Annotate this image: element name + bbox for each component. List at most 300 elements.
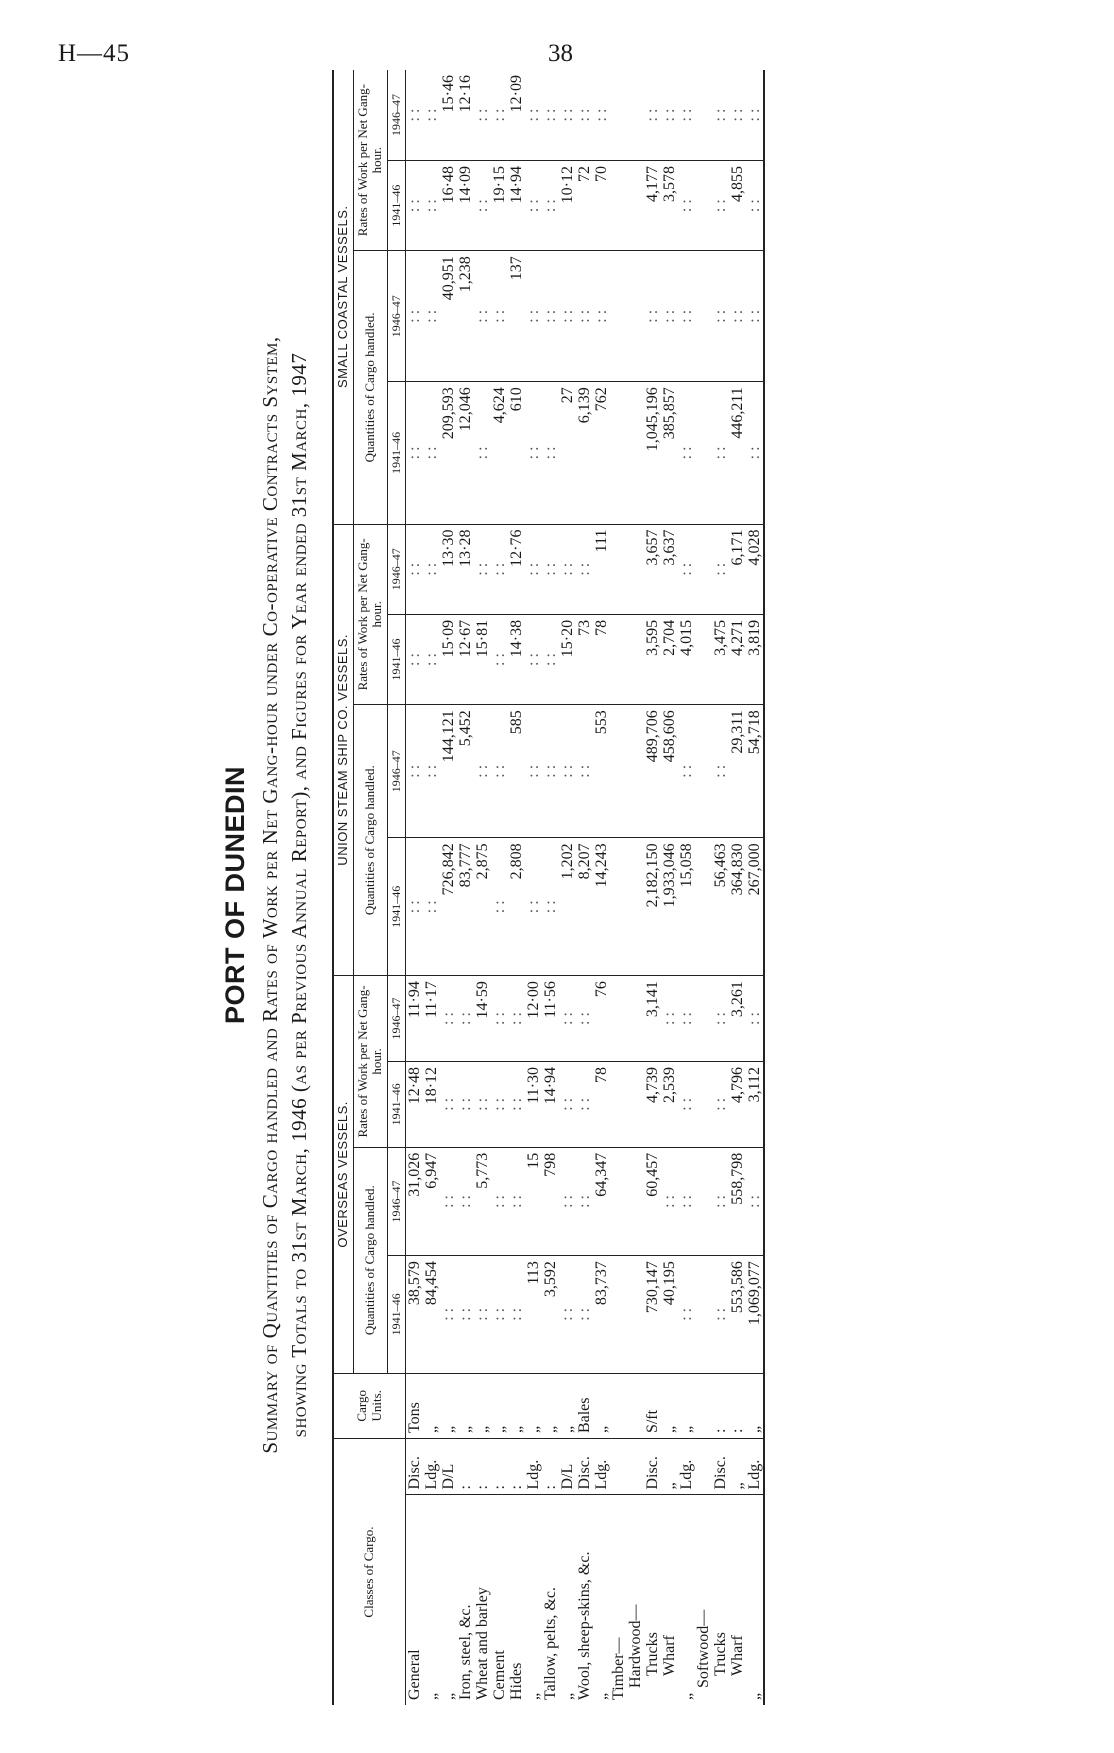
rate-cell: : :	[678, 70, 695, 160]
cargo-unit-cell: Tons	[406, 1373, 424, 1438]
quantity-cell	[695, 705, 712, 838]
quantity-cell: 558,798	[729, 1147, 746, 1255]
quantity-cell: 15	[525, 1147, 542, 1255]
rate-cell: 70	[593, 160, 610, 250]
rate-cell: : :	[457, 976, 474, 1062]
rate-cell: : :	[746, 70, 764, 160]
quantity-cell: : :	[440, 1147, 457, 1255]
rate-cell: 4,028	[746, 524, 764, 614]
header-classes-of-cargo: Classes of Cargo.	[333, 1439, 406, 1705]
header-quantities: Quantities of Cargo handled.	[353, 251, 387, 524]
operation-cell	[695, 1439, 712, 1495]
quantity-cell	[627, 705, 644, 838]
quantity-cell: 83,737	[593, 1256, 610, 1373]
rate-cell	[627, 70, 644, 160]
rate-cell: : :	[406, 70, 424, 160]
summary-title-line-2: showing Totals to 31st March, 1946 (as per Previous Annual Report), and Figures for Year ended 31st March, 1947	[287, 352, 312, 1438]
cargo-class-cell: Tallow, pelts, &c.	[542, 1495, 559, 1705]
quantity-cell	[610, 1256, 627, 1373]
rate-cell: : :	[525, 70, 542, 160]
quantity-cell: : :	[508, 1147, 525, 1255]
table-row	[746, 70, 764, 1705]
rate-cell: : :	[712, 70, 729, 160]
rate-cell: 3,475	[712, 614, 729, 704]
rate-cell: 3,578	[661, 160, 678, 250]
table-row	[593, 70, 610, 1705]
cargo-unit-cell: :	[729, 1373, 746, 1438]
rate-cell: : :	[559, 1061, 576, 1147]
rate-cell: : :	[542, 524, 559, 614]
quantity-cell: 553	[593, 705, 610, 838]
cargo-class-cell: „	[525, 1495, 542, 1705]
rate-cell: 2,539	[661, 1061, 678, 1147]
quantity-cell: 56,463	[712, 838, 729, 976]
quantity-cell: : :	[678, 382, 695, 524]
quantity-cell	[610, 382, 627, 524]
rate-cell: : :	[525, 524, 542, 614]
quantity-cell: 27	[559, 382, 576, 524]
rate-cell: : :	[440, 1061, 457, 1147]
cargo-class-cell: „	[423, 1495, 440, 1705]
quantity-cell: 60,457	[644, 1147, 661, 1255]
cargo-unit-cell: „	[593, 1373, 610, 1438]
quantity-cell: 585	[508, 705, 525, 838]
rate-cell: : :	[423, 160, 440, 250]
rate-cell	[695, 614, 712, 704]
rate-cell	[695, 160, 712, 250]
rate-cell	[695, 70, 712, 160]
quantity-cell: 364,830	[729, 838, 746, 976]
quantity-cell: : :	[491, 838, 508, 976]
cargo-class-cell: Trucks	[644, 1495, 661, 1705]
quantity-cell: : :	[559, 1256, 576, 1373]
quantity-cell: : :	[712, 382, 729, 524]
rate-cell: : :	[406, 614, 424, 704]
rate-cell: 72	[576, 160, 593, 250]
quantity-cell: : :	[576, 251, 593, 382]
quantity-cell: : :	[542, 382, 559, 524]
operation-cell: Ldg.	[746, 1439, 764, 1495]
rate-cell	[610, 160, 627, 250]
quantity-cell: 726,842	[440, 838, 457, 976]
quantity-cell: : :	[491, 1147, 508, 1255]
cargo-class-cell: „	[559, 1495, 576, 1705]
table-row	[729, 70, 746, 1705]
quantity-cell: 12,046	[457, 382, 474, 524]
quantity-cell: : :	[542, 705, 559, 838]
rate-cell	[627, 1061, 644, 1147]
rate-cell: 78	[593, 614, 610, 704]
table-row	[661, 70, 678, 1705]
quantity-cell	[627, 382, 644, 524]
operation-cell: :	[474, 1439, 491, 1495]
rate-cell: : :	[678, 1061, 695, 1147]
rate-cell: : :	[491, 614, 508, 704]
header-rates: Rates of Work per Net Gang-hour.	[353, 524, 387, 705]
rate-cell: 15·20	[559, 614, 576, 704]
rate-cell: : :	[746, 160, 764, 250]
rate-cell: 11·30	[525, 1061, 542, 1147]
rate-cell: 13·30	[440, 524, 457, 614]
quantity-cell: 2,808	[508, 838, 525, 976]
cargo-class-cell: Wharf	[661, 1495, 678, 1705]
operation-cell: Disc.	[644, 1439, 661, 1495]
rate-cell: 10·12	[559, 160, 576, 250]
rate-cell: : :	[406, 524, 424, 614]
quantity-cell: 6,139	[576, 382, 593, 524]
quantity-cell: : :	[474, 705, 491, 838]
cargo-unit-cell: „	[457, 1373, 474, 1438]
quantity-cell	[627, 838, 644, 976]
operation-cell: Ldg.	[423, 1439, 440, 1495]
cargo-unit-cell	[610, 1373, 627, 1438]
table-row	[610, 70, 627, 1705]
cargo-class-cell: Wharf	[729, 1495, 746, 1705]
operation-cell: D/L	[559, 1439, 576, 1495]
rate-cell: 4,271	[729, 614, 746, 704]
quantity-cell: 31,026	[406, 1147, 424, 1255]
quantity-cell: 29,311	[729, 705, 746, 838]
cargo-class-cell: General	[406, 1495, 424, 1705]
quantity-cell: : :	[457, 1256, 474, 1373]
table-row	[440, 70, 457, 1705]
quantity-cell	[627, 251, 644, 382]
header-small-coastal-vessels: SMALL COASTAL VESSELS.	[333, 70, 353, 524]
quantity-cell: 1,238	[457, 251, 474, 382]
quantity-cell: 1,045,196	[644, 382, 661, 524]
operation-cell	[610, 1439, 627, 1495]
rate-cell: : :	[712, 160, 729, 250]
rate-cell: 76	[593, 976, 610, 1062]
cargo-class-cell: „	[593, 1495, 610, 1705]
cargo-unit-cell: „	[423, 1373, 440, 1438]
rate-cell: : :	[661, 976, 678, 1062]
quantity-cell: 730,147	[644, 1256, 661, 1373]
rate-cell: : :	[559, 524, 576, 614]
quantity-cell: 5,773	[474, 1147, 491, 1255]
rate-cell: : :	[678, 976, 695, 1062]
quantity-cell: 267,000	[746, 838, 764, 976]
rate-cell: 3,141	[644, 976, 661, 1062]
rate-cell: : :	[508, 976, 525, 1062]
rate-cell: 14·09	[457, 160, 474, 250]
operation-cell	[627, 1439, 644, 1495]
rate-cell	[627, 524, 644, 614]
cargo-class-cell: Softwood—	[695, 1495, 712, 1705]
quantity-cell: : :	[559, 1147, 576, 1255]
rate-cell: 3,819	[746, 614, 764, 704]
cargo-unit-cell: „	[491, 1373, 508, 1438]
header-year-1941-46: 1941–46	[387, 160, 405, 250]
quantity-cell: 40,951	[440, 251, 457, 382]
operation-cell: Ldg.	[525, 1439, 542, 1495]
cargo-unit-cell: „	[474, 1373, 491, 1438]
quantity-cell: 1,202	[559, 838, 576, 976]
rate-cell: 4,177	[644, 160, 661, 250]
rate-cell: : :	[576, 70, 593, 160]
quantity-cell: : :	[474, 382, 491, 524]
header-rates: Rates of Work per Net Gang-hour.	[353, 976, 387, 1148]
rate-cell: 16·48	[440, 160, 457, 250]
cargo-class-cell: „	[678, 1495, 695, 1705]
quantity-cell: 15,058	[678, 838, 695, 976]
header-year-1941-46: 1941–46	[387, 838, 405, 976]
rate-cell	[627, 614, 644, 704]
rate-cell: : :	[525, 160, 542, 250]
table-row	[576, 70, 593, 1705]
quantity-cell: : :	[491, 705, 508, 838]
quantity-cell: : :	[508, 1256, 525, 1373]
rate-cell: : :	[474, 70, 491, 160]
quantity-cell: : :	[576, 705, 593, 838]
header-year-1946-47: 1946–47	[387, 524, 405, 614]
rate-cell: : :	[559, 70, 576, 160]
quantity-cell: : :	[423, 382, 440, 524]
quantity-cell: 40,195	[661, 1256, 678, 1373]
quantity-cell: : :	[661, 1147, 678, 1255]
quantity-cell: : :	[542, 838, 559, 976]
quantity-cell: 113	[525, 1256, 542, 1373]
quantity-cell: 4,624	[491, 382, 508, 524]
rate-cell: 12·09	[508, 70, 525, 160]
cargo-table-body	[406, 70, 765, 1705]
quantity-cell: 2,875	[474, 838, 491, 976]
rate-cell: : :	[423, 524, 440, 614]
quantity-cell	[695, 251, 712, 382]
header-year-1941-46: 1941–46	[387, 614, 405, 704]
quantity-cell: : :	[678, 1256, 695, 1373]
report-code: H—45	[58, 40, 131, 67]
quantity-cell	[695, 1256, 712, 1373]
rate-cell: : :	[542, 614, 559, 704]
quantity-cell: : :	[491, 251, 508, 382]
header-year-1941-46: 1941–46	[387, 1256, 405, 1373]
rate-cell: : :	[712, 1061, 729, 1147]
page-number: 38	[548, 40, 573, 67]
rate-cell: : :	[423, 70, 440, 160]
quantity-cell: : :	[525, 838, 542, 976]
quantity-cell: : :	[712, 1256, 729, 1373]
rate-cell: : :	[525, 614, 542, 704]
rate-cell: : :	[712, 976, 729, 1062]
cargo-class-cell: Iron, steel, &c.	[457, 1495, 474, 1705]
quantity-cell: 8,207	[576, 838, 593, 976]
quantity-cell: : :	[712, 1147, 729, 1255]
rate-cell: 73	[576, 614, 593, 704]
quantity-cell: : :	[576, 1256, 593, 1373]
operation-cell: Ldg.	[678, 1439, 695, 1495]
quantity-cell: : :	[406, 251, 424, 382]
cargo-class-cell: Wheat and barley	[474, 1495, 491, 1705]
quantity-cell: 144,121	[440, 705, 457, 838]
quantity-cell: : :	[542, 251, 559, 382]
rate-cell: : :	[661, 70, 678, 160]
quantity-cell	[695, 838, 712, 976]
quantity-cell: 64,347	[593, 1147, 610, 1255]
rate-cell: 12·16	[457, 70, 474, 160]
rate-cell: 14·59	[474, 976, 491, 1062]
cargo-class-cell: „	[746, 1495, 764, 1705]
quantity-cell: : :	[678, 705, 695, 838]
rate-cell: : :	[457, 1061, 474, 1147]
summary-title-line-1: Summary of Quantities of Cargo handled and Rates of Work per Net Gang-hour under Co-operative Contracts System,	[258, 336, 282, 1454]
rate-cell	[695, 976, 712, 1062]
quantity-cell: 1,933,046	[661, 838, 678, 976]
rate-cell: 111	[593, 524, 610, 614]
quantity-cell: 84,454	[423, 1256, 440, 1373]
operation-cell: :	[491, 1439, 508, 1495]
quantity-cell: : :	[644, 251, 661, 382]
rate-cell: : :	[712, 524, 729, 614]
rate-cell: 3,595	[644, 614, 661, 704]
rate-cell: : :	[491, 70, 508, 160]
rate-cell: : :	[440, 976, 457, 1062]
quantity-cell: : :	[406, 838, 424, 976]
cargo-unit-cell: „	[508, 1373, 525, 1438]
rate-cell: : :	[542, 160, 559, 250]
rate-cell: 4,796	[729, 1061, 746, 1147]
rate-cell: : :	[474, 160, 491, 250]
header-year-1941-46: 1941–46	[387, 382, 405, 524]
quantity-cell	[610, 251, 627, 382]
quantity-cell: : :	[712, 251, 729, 382]
quantity-cell: : :	[576, 1147, 593, 1255]
cargo-unit-cell: „	[525, 1373, 542, 1438]
quantity-cell: 209,593	[440, 382, 457, 524]
rate-cell: : :	[576, 1061, 593, 1147]
header-overseas-vessels: OVERSEAS VESSELS.	[333, 976, 353, 1373]
header-cargo-units: Cargo Units.	[333, 1373, 406, 1438]
quantity-cell: : :	[423, 838, 440, 976]
rate-cell: : :	[576, 976, 593, 1062]
quantity-cell: 762	[593, 382, 610, 524]
quantity-cell: : :	[661, 251, 678, 382]
quantity-cell: : :	[729, 251, 746, 382]
rate-cell: 11·56	[542, 976, 559, 1062]
rate-cell: 3,261	[729, 976, 746, 1062]
operation-cell: :	[508, 1439, 525, 1495]
quantity-cell	[695, 1147, 712, 1255]
header-union-steam-ship-vessels: UNION STEAM SHIP CO. VESSELS.	[333, 524, 353, 976]
rate-cell: : :	[678, 160, 695, 250]
rate-cell: : :	[406, 160, 424, 250]
table-row	[525, 70, 542, 1705]
header-year-1946-47: 1946–47	[387, 251, 405, 382]
rate-cell: 2,704	[661, 614, 678, 704]
quantity-cell	[610, 1147, 627, 1255]
quantity-cell: : :	[525, 251, 542, 382]
quantity-cell: : :	[593, 251, 610, 382]
quantity-cell: 1,069,077	[746, 1256, 764, 1373]
quantity-cell: : :	[678, 251, 695, 382]
rate-cell: : :	[678, 524, 695, 614]
quantity-cell: : :	[525, 382, 542, 524]
operation-cell: Disc.	[712, 1439, 729, 1495]
rate-cell	[695, 524, 712, 614]
operation-cell: „	[661, 1439, 678, 1495]
table-row	[644, 70, 661, 1705]
quantity-cell: 610	[508, 382, 525, 524]
cargo-unit-cell: „	[746, 1373, 764, 1438]
quantity-cell: 798	[542, 1147, 559, 1255]
rate-cell: 14·94	[508, 160, 525, 250]
quantity-cell: 6,947	[423, 1147, 440, 1255]
quantity-cell: : :	[525, 705, 542, 838]
cargo-unit-cell: Bales	[576, 1373, 593, 1438]
quantity-cell	[610, 705, 627, 838]
rate-cell: 11·94	[406, 976, 424, 1062]
rate-cell: 15·09	[440, 614, 457, 704]
rate-cell	[610, 614, 627, 704]
operation-cell: Ldg.	[593, 1439, 610, 1495]
rotated-table-page	[40, 55, 1060, 1735]
cargo-class-cell: Timber—	[610, 1495, 627, 1705]
rate-cell: : :	[423, 614, 440, 704]
rate-cell: 4,855	[729, 160, 746, 250]
operation-cell: Disc.	[576, 1439, 593, 1495]
cargo-class-cell: „	[440, 1495, 457, 1705]
quantity-cell: : :	[474, 1256, 491, 1373]
quantity-cell: : :	[406, 382, 424, 524]
rate-cell: : :	[746, 976, 764, 1062]
quantity-cell: 137	[508, 251, 525, 382]
rate-cell: : :	[474, 524, 491, 614]
rate-cell: 12·76	[508, 524, 525, 614]
rate-cell: : :	[559, 976, 576, 1062]
quantity-cell: 553,586	[729, 1256, 746, 1373]
table-row	[423, 70, 440, 1705]
rate-cell	[610, 70, 627, 160]
rate-cell: 3,637	[661, 524, 678, 614]
header-year-1946-47: 1946–47	[387, 976, 405, 1062]
rate-cell: : :	[474, 1061, 491, 1147]
rate-cell: 6,171	[729, 524, 746, 614]
rate-cell: 12·67	[457, 614, 474, 704]
header-rates: Rates of Work per Net Gang-hour.	[353, 70, 387, 251]
cargo-table	[332, 70, 765, 1705]
cargo-class-cell: Wool, sheep-skins, &c.	[576, 1495, 593, 1705]
summary-title	[256, 95, 315, 1695]
quantity-cell	[627, 1256, 644, 1373]
rate-cell	[627, 976, 644, 1062]
quantity-cell: 3,592	[542, 1256, 559, 1373]
rate-cell: 19·15	[491, 160, 508, 250]
rate-cell: : :	[491, 1061, 508, 1147]
quantity-cell: : :	[423, 251, 440, 382]
header-quantities: Quantities of Cargo handled.	[353, 1147, 387, 1373]
cargo-unit-cell: :	[712, 1373, 729, 1438]
header-quantities: Quantities of Cargo handled.	[353, 705, 387, 976]
cargo-class-cell: Cement	[491, 1495, 508, 1705]
rate-cell	[610, 976, 627, 1062]
quantity-cell: 38,579	[406, 1256, 424, 1373]
rate-cell: 11·17	[423, 976, 440, 1062]
operation-cell: Disc.	[406, 1439, 424, 1495]
table-row	[508, 70, 525, 1705]
rate-cell: 13·28	[457, 524, 474, 614]
quantity-cell: : :	[746, 251, 764, 382]
cargo-unit-cell: S/ft	[644, 1373, 661, 1438]
rate-cell: 4,739	[644, 1061, 661, 1147]
table-row	[542, 70, 559, 1705]
operation-cell: „	[729, 1439, 746, 1495]
cargo-unit-cell: „	[678, 1373, 695, 1438]
quantity-cell: : :	[457, 1147, 474, 1255]
cargo-unit-cell: „	[542, 1373, 559, 1438]
cargo-class-cell: Hardwood—	[627, 1495, 644, 1705]
quantity-cell: 458,606	[661, 705, 678, 838]
operation-cell: :	[542, 1439, 559, 1495]
